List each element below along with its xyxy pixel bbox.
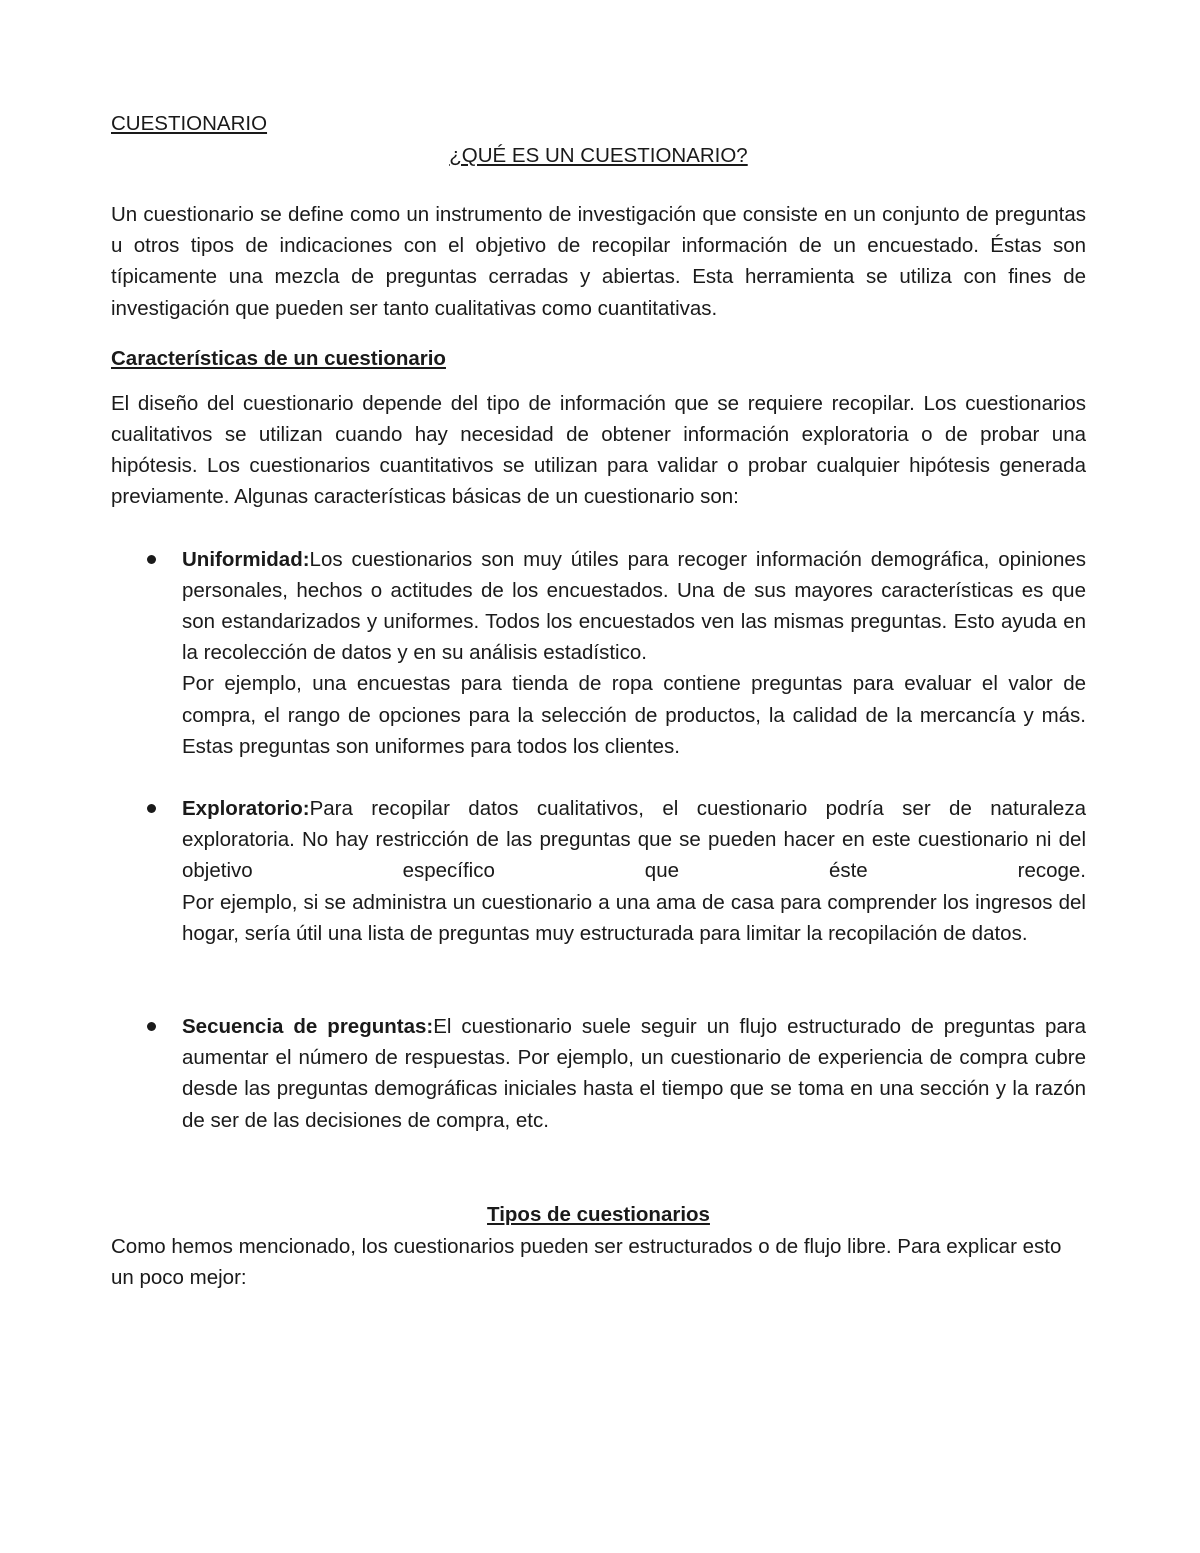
bullet-icon	[147, 1022, 156, 1031]
document-title: CUESTIONARIO	[111, 112, 268, 135]
list-item	[111, 1011, 1086, 1136]
bullet-text: Para recopilar datos cualitativos, el cuestionario podría ser de naturaleza exploratoria. No hay restricción de las preguntas que se pueden hacer en este cuestionario ni del objetivo específico que éste recoge.	[182, 797, 1086, 883]
list-item	[111, 544, 1086, 762]
types-paragraph: Como hemos mencionado, los cuestionarios pueden ser estructurados o de flujo libre. Para explicar esto un poco mejor:	[111, 1234, 1062, 1290]
bullet-text: El cuestionario suele seguir un flujo estructurado de preguntas para aumentar el número de respuestas. Por ejemplo, un cuestionario de experiencia de compra cubre desde las preguntas demográficas iniciales hasta el tiempo que se toma en una sección y la razón de ser de las decisiones de compra, etc.	[182, 1015, 1086, 1132]
bullet-paragraph	[182, 1011, 1086, 1136]
bullet-example: Por ejemplo, si se administra un cuestionario a una ama de casa para comprender los ingresos del hogar, sería útil una lista de preguntas muy estructurada para limitar la recopilación de datos.	[182, 890, 1086, 945]
bullet-example: Por ejemplo, una encuestas para tienda de ropa contiene preguntas para evaluar el valor de compra, el rango de opciones para la selección de productos, la calidad de la mercancía y más. Estas preguntas son uniformes para todos los clientes.	[182, 672, 1086, 758]
bullet-paragraph	[182, 544, 1086, 669]
bullet-text: Los cuestionarios son muy útiles para recoger información demográfica, opiniones personales, hechos o actitudes de los encuestados. Una de sus mayores características es que son estandarizados y uniformes. Todos los encuestados ven las mismas preguntas. Esto ayuda en la recolección de datos y en su análisis estadístico.	[182, 547, 1086, 665]
list-item	[111, 793, 1086, 949]
document-page	[111, 108, 1086, 1293]
types-heading: Tipos de cuestionarios	[487, 1202, 710, 1226]
characteristics-list	[111, 544, 1086, 1136]
bullet-icon	[147, 804, 156, 813]
characteristics-paragraph: El diseño del cuestionario depende del tipo de información que se requiere recopilar. Los cuestionarios cualitativos se utilizan cuando hay necesidad de obtener información exploratoria o de probar una hipótesis. Los cuestionarios cuantitativos se utilizan para validar o probar cualquier hipótesis generada previamente. Algunas características básicas de un cuestionario son:	[111, 391, 1086, 509]
document-subtitle: ¿QUÉ ES UN CUESTIONARIO?	[449, 144, 748, 167]
bullet-term: Exploratorio:	[182, 797, 310, 821]
bullet-term: Uniformidad:	[182, 547, 310, 571]
characteristics-heading: Características de un cuestionario	[111, 346, 446, 370]
intro-paragraph: Un cuestionario se define como un instrumento de investigación que consiste en un conjunto de preguntas u otros tipos de indicaciones con el objetivo de recopilar información de un encuestado. Éstas son típicamente una mezcla de preguntas cerradas y abiertas. Esta herramienta se utiliza con fines de investigación que pueden ser tanto cualitativas como cuantitativas.	[111, 203, 1086, 320]
bullet-icon	[147, 555, 156, 564]
bullet-term: Secuencia de preguntas:	[182, 1015, 434, 1039]
bullet-paragraph	[182, 793, 1086, 887]
